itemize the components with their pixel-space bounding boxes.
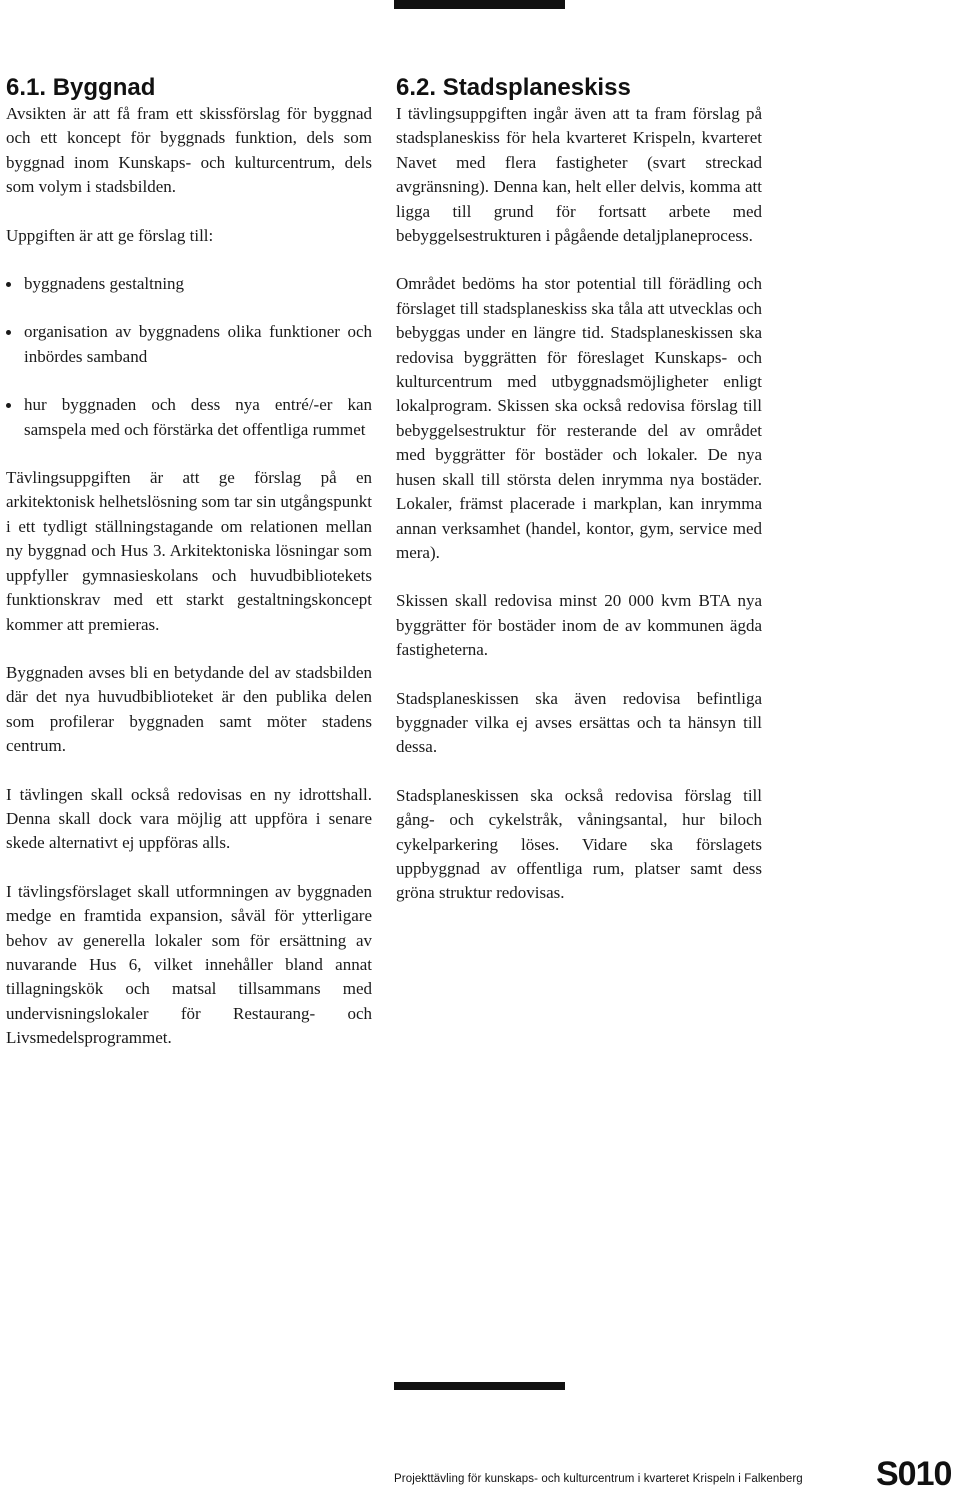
bullet-icon <box>6 282 11 287</box>
task-list <box>6 272 372 442</box>
top-rule <box>394 0 565 9</box>
section-6-1 <box>6 74 372 1075</box>
body-paragraph: Området bedöms ha stor potential till förädling och förslaget till stadsplaneskiss ska tåla att utvecklas och bebyggas under en längre tid. Stadsplaneskissen ska redovisa byggrätten för föreslaget Kunskaps- och kulturcentrum med utbyggnadsmöjligheter enligt lokalprogram. Skissen ska också redovisa förslag till bebyggelsestruktur för resterande del av området med byggrätter för bostäder och lokaler. De nya husen skall till största delen inrymma nya bostäder. Lokaler, främst placerade i markplan, kan inrymma annan verksamhet (handel, kontor, gym, service med mera). <box>396 274 762 562</box>
bottom-rule <box>394 1382 565 1390</box>
bullet-icon <box>6 330 11 335</box>
list-item: hur byggnaden och dess nya entré/-er kan samspela med och förstärka det offentliga rummet <box>6 393 372 442</box>
body-paragraph: Byggnaden avses bli en betydande del av stadsbilden där det nya huvudbiblioteket är den publika delen som profilerar byggnaden samt möter stadens centrum. <box>6 662 372 756</box>
list-item: byggnadens gestaltning <box>6 272 372 296</box>
section-6-2 <box>396 74 762 930</box>
body-paragraph: I tävlingen skall också redovisas en ny idrottshall. Denna skall dock vara möjlig att uppföra i senare skede alternativt ej uppföras alls. <box>6 784 372 853</box>
body-paragraph: Stadsplaneskissen ska även redovisa befintliga byggnader vilka ej avses ersättas och ta hänsyn till dessa. <box>396 688 762 757</box>
body-paragraph: Skissen skall redovisa minst 20 000 kvm BTA nya byggrätter för bostäder inom de av kommunen ägda fastigheterna. <box>396 591 762 660</box>
body-paragraph: I tävlingsuppgiften ingår även att ta fram förslag på stadsplaneskiss för hela kvarteret Krispeln, kvarteret Navet med flera fastigheter (svart streckad avgränsning). Denna kan, helt eller delvis, komma att ligga till grund för fortsatt arbete med bebyggelsestrukturen i pågående detaljplaneprocess. <box>396 104 762 246</box>
task-intro: Uppgiften är att ge förslag till: <box>6 225 214 245</box>
body-paragraph: I tävlingsförslaget skall utformningen av byggnaden medge en framtida expansion, såväl för ytterligare behov av generella lokaler som för ersättning av nuvarande Hus 6, vilket innehåller bland annat tillagningskök och matsal tillsammans med undervisningslokaler för Restaurang- och Livsmedelsprogrammet. <box>6 881 372 1048</box>
bullet-icon <box>6 403 11 408</box>
body-paragraph: Tävlingsuppgiften är att ge förslag på en arkitektonisk helhetslösning som tar sin utgångspunkt i ett tydligt ställningstagande om relationen mellan ny byggnad och Hus 3. Arkitektoniska lösningar som uppfyller gymnasieskolans och huvudbibliotekets funktionskrav med ett starkt gestaltningskoncept kommer att premieras. <box>6 468 372 634</box>
section-heading: 6.2. Stadsplaneskiss <box>396 74 631 101</box>
list-item: organisation av byggnadens olika funktioner och inbördes samband <box>6 320 372 369</box>
body-paragraph: Stadsplaneskissen ska också redovisa förslag till gång- och cykelstråk, våningsantal, hur biloch cykelparkering löses. Vidare ska förslagets uppbyggnad av offentliga rum, platser samt dess gröna struktur redovisas. <box>396 785 762 903</box>
section-heading: 6.1. Byggnad <box>6 74 156 101</box>
page-code: S010 <box>876 1455 952 1493</box>
footer-project-title: Projekttävling för kunskaps- och kulturcentrum i kvarteret Krispeln i Falkenberg <box>394 1473 803 1485</box>
intro-paragraph: Avsikten är att få fram ett skissförslag för byggnad och ett koncept för byggnads funktion, dels som byggnad inom Kunskaps- och kulturcentrum, dels som volym i stadsbilden. <box>6 104 372 197</box>
